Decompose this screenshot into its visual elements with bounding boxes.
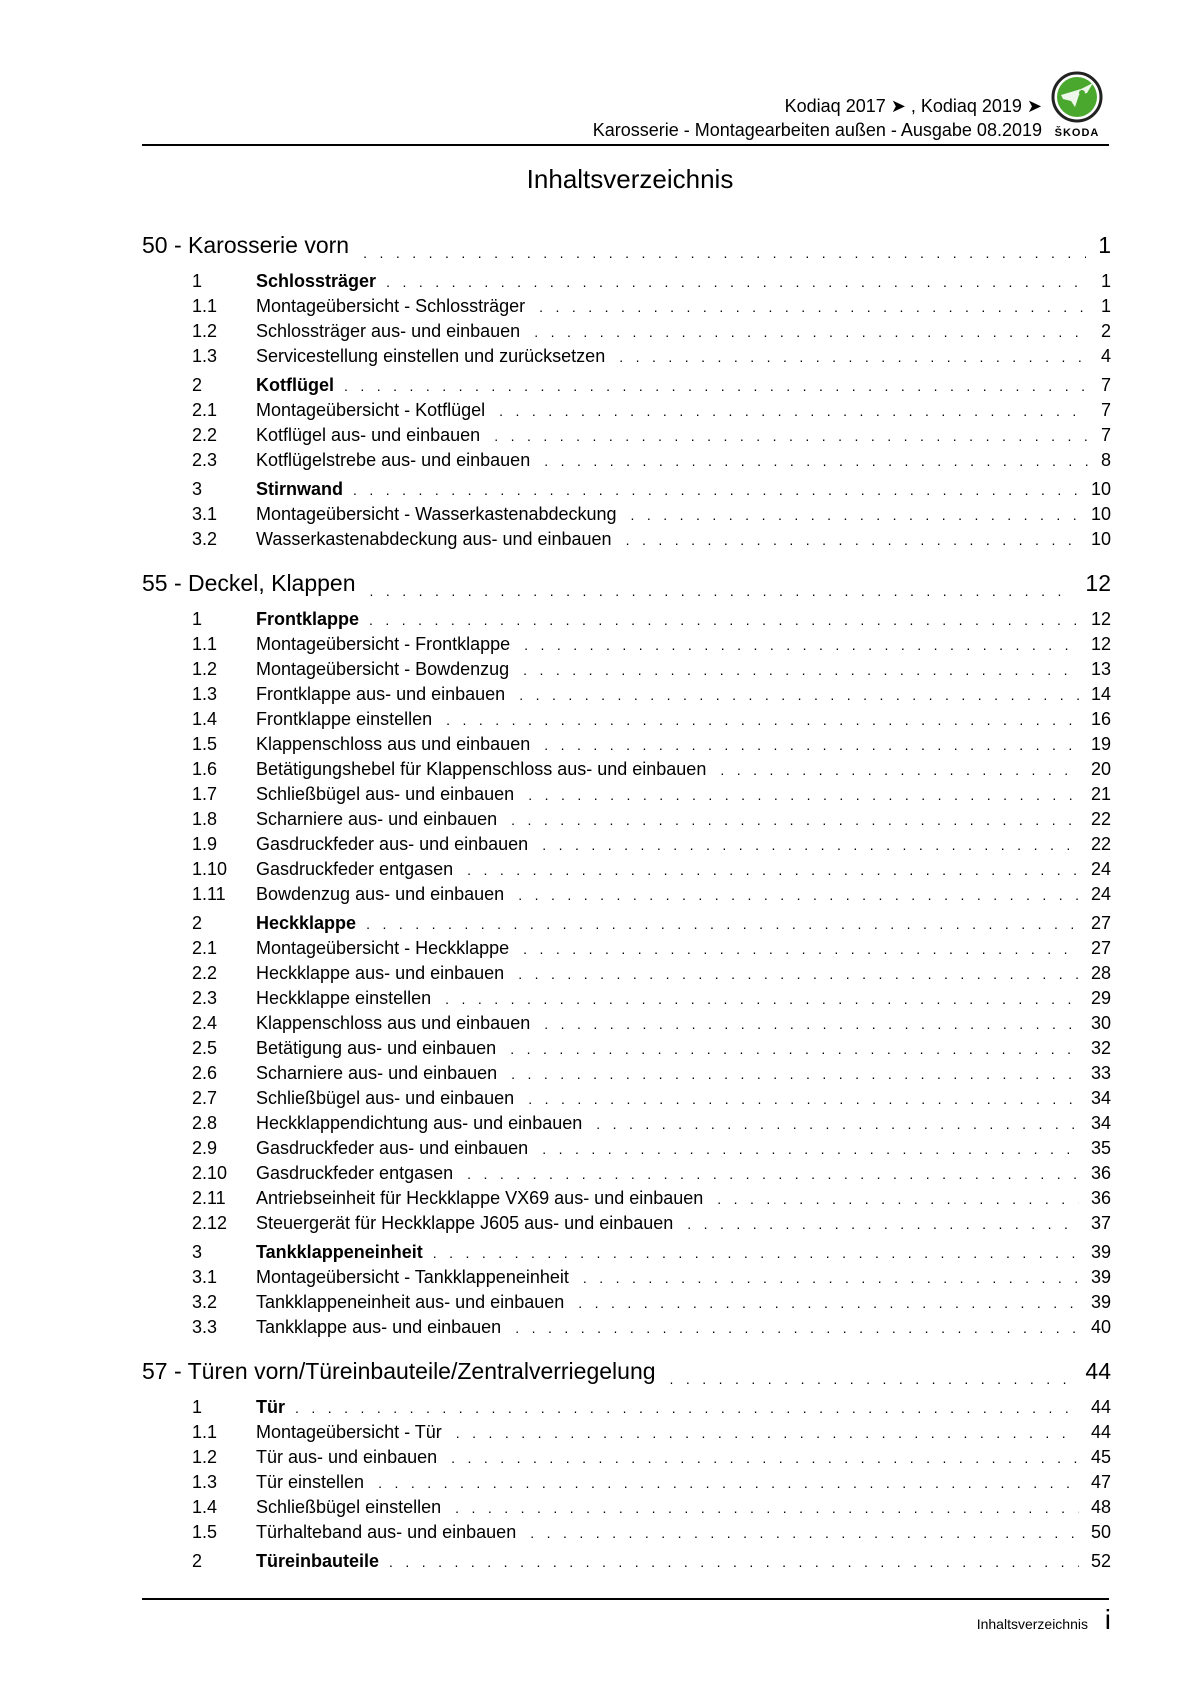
dot-leader <box>353 482 1079 498</box>
toc-entry-title: Montageübersicht - Bowdenzug <box>256 659 510 679</box>
dot-leader <box>524 637 1079 653</box>
toc-entry-number: 2 <box>192 913 203 933</box>
toc-entry-page: 1 <box>1100 296 1111 316</box>
toc-subsection[interactable] <box>142 936 1111 961</box>
toc-entry-title: Wasserkastenabdeckung aus- und einbauen <box>256 529 612 549</box>
toc-entry-number: 1.3 <box>192 1472 218 1492</box>
toc-entry-page: 1 <box>1098 232 1111 258</box>
dot-leader <box>534 324 1089 340</box>
toc-entry-title: Frontklappe einstellen <box>256 709 433 729</box>
toc-entry-number: 1.3 <box>192 684 218 704</box>
dot-leader <box>511 812 1079 828</box>
toc-entry-title: Bowdenzug aus- und einbauen <box>256 884 505 904</box>
dot-leader <box>344 378 1089 394</box>
toc-entry-page: 14 <box>1090 684 1111 704</box>
toc-entry-title: Schlossträger <box>256 271 377 291</box>
dot-leader <box>467 1166 1079 1182</box>
toc-entry-title: Montageübersicht - Tür <box>256 1422 442 1442</box>
toc-entry-page: 24 <box>1090 859 1111 879</box>
dot-leader <box>456 1425 1079 1441</box>
toc-entry-page: 2 <box>1100 321 1111 341</box>
toc-entry-page: 48 <box>1090 1497 1111 1517</box>
dot-leader <box>445 991 1079 1007</box>
toc-entry-title: Tankklappe aus- und einbauen <box>256 1317 502 1337</box>
dot-leader <box>389 1554 1079 1570</box>
toc-entry-page: 27 <box>1090 938 1111 958</box>
dot-leader <box>717 1191 1079 1207</box>
toc-entry-page: 24 <box>1090 884 1111 904</box>
dot-leader <box>446 712 1079 728</box>
toc-subsection[interactable] <box>142 1445 1111 1470</box>
toc-entry-title: Antriebseinheit für Heckklappe VX69 aus- und einbauen <box>256 1188 704 1208</box>
page-header <box>142 92 1042 144</box>
toc-entry-page: 44 <box>1090 1397 1111 1417</box>
footer-page-number: i <box>1104 1604 1111 1635</box>
toc-entry-title: Schließbügel aus- und einbauen <box>256 784 515 804</box>
toc-entry-number: 2.10 <box>192 1163 228 1183</box>
dot-leader <box>670 1371 1074 1387</box>
toc-entry-title: Kotflügelstrebe aus- und einbauen <box>256 450 531 470</box>
toc-entry-number: 1.5 <box>192 1522 218 1542</box>
toc-subsection[interactable] <box>142 682 1111 707</box>
toc-subsection[interactable] <box>142 398 1111 423</box>
toc-entry-number: 1.5 <box>192 734 218 754</box>
toc-entry-page: 4 <box>1100 346 1111 366</box>
toc-subsection[interactable] <box>142 448 1111 473</box>
toc-entry-page: 1 <box>1100 271 1111 291</box>
toc-entry-title: Türhalteband aus- und einbauen <box>256 1522 517 1542</box>
toc-subsection[interactable] <box>142 1061 1111 1086</box>
toc-entry-page: 37 <box>1090 1213 1111 1233</box>
dot-leader <box>544 453 1089 469</box>
dot-leader <box>544 1016 1079 1032</box>
toc-entry-page: 8 <box>1100 450 1111 470</box>
toc-entry-page: 20 <box>1090 759 1111 779</box>
toc-entry-title: Montageübersicht - Wasserkastenabdeckung <box>256 504 617 524</box>
dot-leader <box>519 687 1079 703</box>
brand-wordmark: ŠKODA <box>1054 127 1100 139</box>
toc-entry-page: 12 <box>1090 609 1111 629</box>
toc-entry-number: 1.2 <box>192 321 218 341</box>
toc-section[interactable] <box>142 373 1111 398</box>
toc-entry-number: 1.3 <box>192 346 218 366</box>
toc-subsection[interactable] <box>142 1086 1111 1111</box>
toc-section[interactable] <box>142 607 1111 632</box>
header-divider <box>142 144 1109 146</box>
toc-entry-number: 1.6 <box>192 759 218 779</box>
toc-entry-title: 55 - Deckel, Klappen <box>142 570 356 596</box>
toc-entry-title: Montageübersicht - Heckklappe <box>256 938 510 958</box>
dot-leader <box>578 1295 1079 1311</box>
toc-subsection[interactable] <box>142 986 1111 1011</box>
toc-subsection[interactable] <box>142 1161 1111 1186</box>
toc-entry-title: Gasdruckfeder entgasen <box>256 1163 454 1183</box>
dot-leader <box>518 887 1079 903</box>
toc-entry-title: Kotflügel aus- und einbauen <box>256 425 481 445</box>
model-line: Kodiaq 2017 ➤ , Kodiaq 2019 ➤ <box>784 96 1042 116</box>
toc-entry-page: 52 <box>1090 1551 1111 1571</box>
toc-entry-title: Tankklappeneinheit <box>256 1242 423 1262</box>
toc-entry-title: Heckklappe <box>256 913 357 933</box>
toc-entry-page: 7 <box>1100 375 1111 395</box>
toc-entry-number: 2.7 <box>192 1088 218 1108</box>
toc-entry-title: Schließbügel aus- und einbauen <box>256 1088 515 1108</box>
toc-entry-number: 2.1 <box>192 400 218 420</box>
toc-entry-title: Montageübersicht - Kotflügel <box>256 400 486 420</box>
toc-entry-title: Schließbügel einstellen <box>256 1497 442 1517</box>
toc-entry-title: Tankklappeneinheit aus- und einbauen <box>256 1292 565 1312</box>
toc-entry-number: 1.10 <box>192 859 228 879</box>
dot-leader <box>378 1475 1079 1491</box>
toc-subsection[interactable] <box>142 1470 1111 1495</box>
toc-entry-title: 57 - Türen vorn/Türeinbauteile/Zentralverriegelung <box>142 1358 656 1384</box>
toc-subsection[interactable] <box>142 344 1111 369</box>
dot-leader <box>528 787 1079 803</box>
toc-entry-title: Stirnwand <box>256 479 344 499</box>
toc-entry-number: 2.6 <box>192 1063 218 1083</box>
toc-entry-number: 3.3 <box>192 1317 218 1337</box>
toc-entry-number: 2.3 <box>192 450 218 470</box>
toc-entry-title: Tür aus- und einbauen <box>256 1447 438 1467</box>
toc-entry-number: 1.1 <box>192 634 218 654</box>
toc-entry-number: 3.1 <box>192 504 218 524</box>
toc-subsection[interactable] <box>142 1290 1111 1315</box>
dot-leader <box>386 274 1089 290</box>
toc-entry-page: 44 <box>1085 1358 1111 1384</box>
toc-entry-title: 50 - Karosserie vorn <box>142 232 350 258</box>
dot-leader <box>528 1091 1079 1107</box>
toc-entry-title: Steuergerät für Heckklappe J605 aus- und einbauen <box>256 1213 674 1233</box>
toc-section[interactable] <box>142 477 1111 502</box>
toc-entry-number: 1.9 <box>192 834 218 854</box>
toc-entry-page: 34 <box>1090 1088 1111 1108</box>
toc-entry-number: 2.2 <box>192 963 218 983</box>
toc-entry-number: 2.5 <box>192 1038 218 1058</box>
table-of-contents <box>142 226 1111 1574</box>
toc-entry-page: 12 <box>1085 570 1111 596</box>
footer-divider <box>142 1598 1109 1600</box>
toc-entry-number: 2.11 <box>192 1188 226 1208</box>
dot-leader <box>542 1141 1079 1157</box>
toc-entry-title: Scharniere aus- und einbauen <box>256 1063 498 1083</box>
toc-entry-title: Klappenschloss aus und einbauen <box>256 734 531 754</box>
toc-subsection[interactable] <box>142 294 1111 319</box>
dot-leader <box>596 1116 1079 1132</box>
toc-entry-page: 28 <box>1090 963 1111 983</box>
toc-chapter[interactable] <box>142 564 1111 603</box>
dot-leader <box>515 1320 1079 1336</box>
toc-subsection[interactable] <box>142 1136 1111 1161</box>
dot-leader <box>619 349 1089 365</box>
toc-entry-page: 39 <box>1090 1292 1111 1312</box>
dot-leader <box>295 1400 1079 1416</box>
dot-leader <box>539 299 1089 315</box>
toc-entry-number: 1.8 <box>192 809 218 829</box>
dot-leader <box>720 762 1079 778</box>
toc-entry-title: Heckklappendichtung aus- und einbauen <box>256 1113 583 1133</box>
toc-entry-page: 36 <box>1090 1188 1111 1208</box>
dot-leader <box>626 532 1079 548</box>
toc-entry-number: 1.7 <box>192 784 218 804</box>
toc-section[interactable] <box>142 1395 1111 1420</box>
toc-entry-title: Montageübersicht - Tankklappeneinheit <box>256 1267 569 1287</box>
toc-entry-page: 10 <box>1090 504 1111 524</box>
toc-subsection[interactable] <box>142 961 1111 986</box>
toc-subsection[interactable] <box>142 657 1111 682</box>
toc-entry-number: 2.2 <box>192 425 218 445</box>
toc-entry-title: Türeinbauteile <box>256 1551 380 1571</box>
toc-entry-number: 2 <box>192 1551 203 1571</box>
dot-leader <box>433 1245 1079 1261</box>
manual-subtitle: Karosserie - Montagearbeiten außen - Ausgabe 08.2019 <box>592 120 1042 140</box>
toc-subsection[interactable] <box>142 1011 1111 1036</box>
toc-section[interactable] <box>142 269 1111 294</box>
toc-subsection[interactable] <box>142 1420 1111 1445</box>
toc-entry-number: 1 <box>192 609 203 629</box>
toc-entry-number: 1.1 <box>192 296 218 316</box>
toc-entry-title: Gasdruckfeder entgasen <box>256 859 454 879</box>
toc-entry-number: 2.9 <box>192 1138 218 1158</box>
toc-subsection[interactable] <box>142 707 1111 732</box>
toc-entry-title: Heckklappe einstellen <box>256 988 432 1008</box>
toc-entry-number: 2.3 <box>192 988 218 1008</box>
dot-leader <box>518 966 1079 982</box>
toc-subsection[interactable] <box>142 807 1111 832</box>
toc-entry-number: 1.11 <box>192 884 226 904</box>
dot-leader <box>366 916 1079 932</box>
toc-entry-number: 2 <box>192 375 203 395</box>
toc-subsection[interactable] <box>142 1520 1111 1545</box>
toc-entry-number: 1.2 <box>192 1447 218 1467</box>
toc-entry-number: 2.4 <box>192 1013 218 1033</box>
toc-entry-page: 7 <box>1100 400 1111 420</box>
toc-entry-number: 1 <box>192 271 203 291</box>
toc-subsection[interactable] <box>142 502 1111 527</box>
toc-entry-number: 3.2 <box>192 529 218 549</box>
dot-leader <box>523 662 1079 678</box>
toc-entry-number: 1.2 <box>192 659 218 679</box>
dot-leader <box>542 837 1079 853</box>
toc-subsection[interactable] <box>142 882 1111 907</box>
toc-entry-title: Scharniere aus- und einbauen <box>256 809 498 829</box>
toc-entry-number: 1 <box>192 1397 203 1417</box>
toc-subsection[interactable] <box>142 1211 1111 1236</box>
toc-entry-page: 32 <box>1090 1038 1111 1058</box>
toc-subsection[interactable] <box>142 732 1111 757</box>
toc-entry-page: 27 <box>1090 913 1111 933</box>
dot-leader <box>523 941 1079 957</box>
dot-leader <box>530 1525 1079 1541</box>
toc-entry-page: 47 <box>1090 1472 1111 1492</box>
toc-entry-page: 22 <box>1090 834 1111 854</box>
toc-entry-number: 1.4 <box>192 709 218 729</box>
dot-leader <box>544 737 1079 753</box>
toc-entry-page: 12 <box>1090 634 1111 654</box>
toc-subsection[interactable] <box>142 1315 1111 1340</box>
toc-subsection[interactable] <box>142 423 1111 448</box>
toc-entry-page: 44 <box>1090 1422 1111 1442</box>
toc-entry-title: Servicestellung einstellen und zurücksetzen <box>256 346 606 366</box>
dot-leader <box>583 1270 1079 1286</box>
toc-entry-page: 36 <box>1090 1163 1111 1183</box>
toc-entry-number: 2.8 <box>192 1113 218 1133</box>
toc-section[interactable] <box>142 911 1111 936</box>
toc-chapter[interactable] <box>142 1352 1111 1391</box>
dot-leader <box>363 245 1086 261</box>
toc-entry-number: 3 <box>192 479 203 499</box>
toc-entry-title: Schlossträger aus- und einbauen <box>256 321 521 341</box>
toc-subsection[interactable] <box>142 527 1111 552</box>
toc-entry-number: 1.4 <box>192 1497 218 1517</box>
skoda-logo <box>1043 71 1111 141</box>
toc-entry-page: 16 <box>1090 709 1111 729</box>
dot-leader <box>494 428 1089 444</box>
toc-entry-page: 7 <box>1100 425 1111 445</box>
toc-entry-page: 34 <box>1090 1113 1111 1133</box>
toc-entry-number: 3.1 <box>192 1267 218 1287</box>
toc-entry-page: 19 <box>1090 734 1111 754</box>
dot-leader <box>369 612 1079 628</box>
toc-entry-title: Betätigung aus- und einbauen <box>256 1038 497 1058</box>
toc-subsection[interactable] <box>142 782 1111 807</box>
toc-entry-page: 35 <box>1090 1138 1111 1158</box>
toc-subsection[interactable] <box>142 757 1111 782</box>
toc-entry-title: Montageübersicht - Frontklappe <box>256 634 511 654</box>
toc-entry-page: 13 <box>1090 659 1111 679</box>
toc-subsection[interactable] <box>142 1495 1111 1520</box>
toc-entry-page: 29 <box>1090 988 1111 1008</box>
toc-section[interactable] <box>142 1549 1111 1574</box>
toc-subsection[interactable] <box>142 1186 1111 1211</box>
toc-subsection[interactable] <box>142 632 1111 657</box>
dot-leader <box>451 1450 1079 1466</box>
toc-entry-page: 10 <box>1090 529 1111 549</box>
toc-entry-number: 3.2 <box>192 1292 218 1312</box>
page-title: Inhaltsverzeichnis <box>526 164 734 194</box>
toc-entry-title: Klappenschloss aus und einbauen <box>256 1013 531 1033</box>
toc-entry-title: Gasdruckfeder aus- und einbauen <box>256 834 529 854</box>
footer-label: Inhaltsverzeichnis <box>976 1616 1088 1632</box>
dot-leader <box>370 583 1074 599</box>
dot-leader <box>511 1066 1079 1082</box>
dot-leader <box>455 1500 1079 1516</box>
toc-subsection[interactable] <box>142 857 1111 882</box>
toc-entry-number: 1.1 <box>192 1422 218 1442</box>
toc-entry-title: Montageübersicht - Schlossträger <box>256 296 526 316</box>
skoda-winged-arrow-icon <box>1051 71 1103 123</box>
toc-subsection[interactable] <box>142 1036 1111 1061</box>
toc-section[interactable] <box>142 1240 1111 1265</box>
dot-leader <box>467 862 1079 878</box>
toc-entry-page: 39 <box>1090 1267 1111 1287</box>
toc-entry-page: 10 <box>1090 479 1111 499</box>
toc-entry-title: Gasdruckfeder aus- und einbauen <box>256 1138 529 1158</box>
toc-entry-page: 30 <box>1090 1013 1111 1033</box>
toc-entry-title: Betätigungshebel für Klappenschloss aus- und einbauen <box>256 759 707 779</box>
toc-entry-page: 50 <box>1090 1522 1111 1542</box>
toc-subsection[interactable] <box>142 1265 1111 1290</box>
toc-entry-title: Tür <box>256 1397 285 1417</box>
toc-entry-page: 45 <box>1090 1447 1111 1467</box>
toc-entry-page: 22 <box>1090 809 1111 829</box>
toc-entry-number: 3 <box>192 1242 203 1262</box>
toc-entry-page: 40 <box>1090 1317 1111 1337</box>
toc-entry-number: 2.1 <box>192 938 218 958</box>
toc-entry-number: 2.12 <box>192 1213 228 1233</box>
dot-leader <box>499 403 1089 419</box>
toc-entry-page: 21 <box>1090 784 1111 804</box>
toc-subsection[interactable] <box>142 319 1111 344</box>
toc-chapter[interactable] <box>142 226 1111 265</box>
toc-entry-title: Kotflügel <box>256 375 334 395</box>
dot-leader <box>510 1041 1079 1057</box>
toc-entry-title: Tür einstellen <box>256 1472 365 1492</box>
toc-subsection[interactable] <box>142 832 1111 857</box>
toc-subsection[interactable] <box>142 1111 1111 1136</box>
toc-entry-page: 39 <box>1090 1242 1111 1262</box>
toc-entry-title: Frontklappe <box>256 609 360 629</box>
toc-entry-title: Heckklappe aus- und einbauen <box>256 963 505 983</box>
toc-entry-title: Frontklappe aus- und einbauen <box>256 684 506 704</box>
dot-leader <box>687 1216 1079 1232</box>
dot-leader <box>631 507 1079 523</box>
toc-entry-page: 33 <box>1090 1063 1111 1083</box>
